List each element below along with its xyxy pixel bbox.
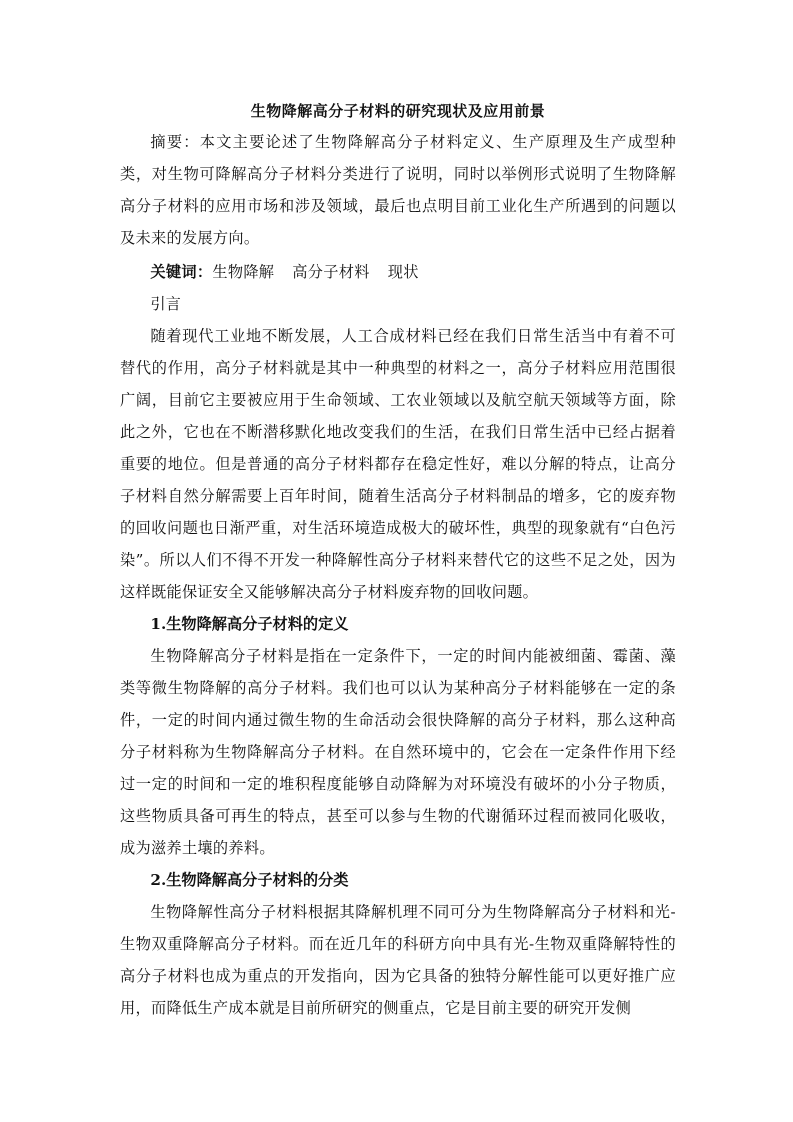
section-2-heading: 2.生物降解高分子材料的分类 xyxy=(150,871,349,889)
intro-heading: 引言 xyxy=(150,295,181,313)
keyword-item: 现状 xyxy=(387,263,419,281)
keyword-item: 生物降解 xyxy=(212,263,275,281)
document-body xyxy=(120,96,676,1024)
intro-paragraph: 随着现代工业地不断发展，人工合成材料已经在我们日常生活当中有着不可替代的作用，高分子材料就是其中一种典型的材料之一，高分子材料应用范围很广阔，目前它主要被应用于生命领域、工农业领域以及航空航天领域等方面，除此之外，它也在不断潜移默化地改变我们的生活，在我们日常生活中已经占据着重要的地位。但是普通的高分子材料都存在稳定性好，难以分解的特点，让高分子材料自然分解需要上百年时间，随着生活高分子材料制品的增多，它的废弃物的回收问题也日渐严重，对生活环境造成极大的破坏性，典型的现象就有“白色污染”。所以人们不得不开发一种降解性高分子材料来替代它的这些不足之处，因为这样既能保证安全又能够解决高分子材料废弃物的回收问题。 xyxy=(120,327,676,601)
document-title: 生物降解高分子材料的研究现状及应用前景 xyxy=(250,102,546,120)
keyword-item: 高分子材料 xyxy=(292,263,370,281)
section-1-heading: 1.生物降解高分子材料的定义 xyxy=(150,615,349,633)
keywords-line xyxy=(120,256,676,288)
section-2-paragraph: 生物降解性高分子材料根据其降解机理不同可分为生物降解高分子材料和光-生物双重降解高分子材料。而在近几年的科研方向中具有光-生物双重降解特性的高分子材料也成为重点的开发指向，因为它具备的独特分解性能可以更好推广应用，而降低生产成本就是目前所研究的侧重点，它是目前主要的研究开发侧 xyxy=(120,903,676,1017)
keywords-label: 关键词： xyxy=(150,263,213,281)
abstract-paragraph: 摘要：本文主要论述了生物降解高分子材料定义、生产原理及生产成型种类，对生物可降解高分子材料分类进行了说明，同时以举例形式说明了生物降解高分子材料的应用市场和涉及领域，最后也点明目前工业化生产所遇到的问题以及未来的发展方向。 xyxy=(120,133,676,247)
section-1-paragraph: 生物降解高分子材料是指在一定条件下，一定的时间内能被细菌、霉菌、藻类等微生物降解的高分子材料。我们也可以认为某种高分子材料能够在一定的条件，一定的时间内通过微生物的生命活动会很快降解的高分子材料，那么这种高分子材料称为生物降解高分子材料。在自然环境中的，它会在一定条件作用下经过一定的时间和一定的堆积程度能够自动降解为对环境没有破坏的小分子物质，这些物质具备可再生的特点，甚至可以参与生物的代谢循环过程而被同化吸收，成为滋养土壤的养料。 xyxy=(120,647,676,857)
